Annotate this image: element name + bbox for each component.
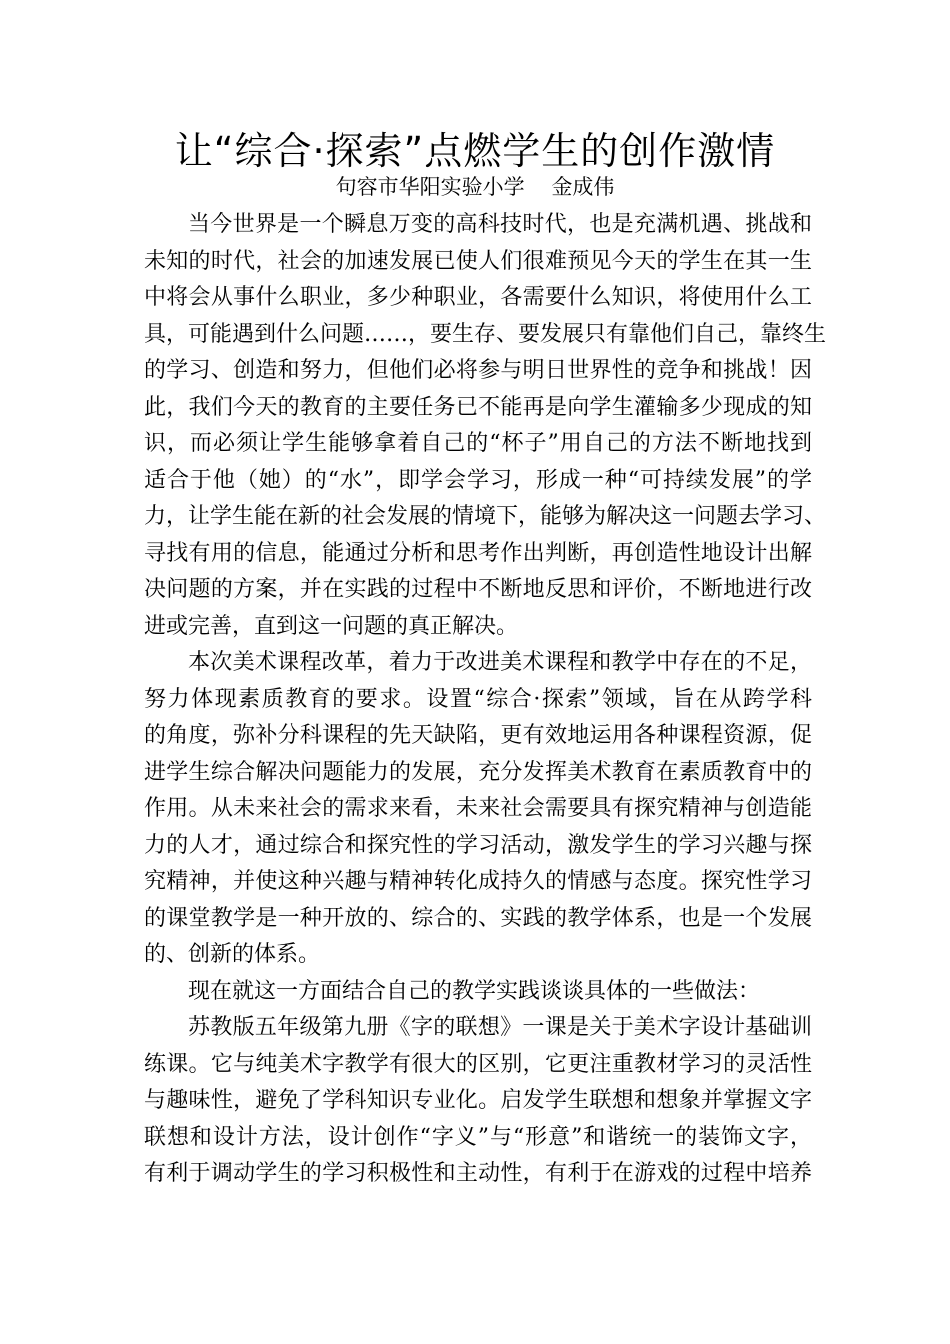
- text-line: 寻找有用的信息，能通过分析和思考作出判断，再创造性地设计出解: [144, 540, 812, 566]
- text-line: 具，可能遇到什么问题……，要生存、要发展只有靠他们自己，靠终生: [144, 321, 827, 347]
- text-line: 进或完善，直到这一问题的真正解决。: [144, 613, 519, 639]
- text-line: 现在就这一方面结合自己的教学实践谈谈具体的一些做法：: [188, 978, 761, 1004]
- text-line: 有利于调动学生的学习积极性和主动性，有利于在游戏的过程中培养: [144, 1161, 812, 1186]
- text-line: 未知的时代，社会的加速发展已使人们很难预见今天的学生在其一生: [144, 248, 812, 274]
- text-line: 适合于他（她）的“水”，即学会学习，形成一种“可持续发展”的学: [144, 467, 812, 493]
- text-line: 的学习、创造和努力，但他们必将参与明日世界性的竞争和挑战！因: [144, 358, 812, 383]
- paragraph-4: [144, 1010, 812, 1193]
- text-line: 努力体现素质教育的要求。设置“综合·探索”领域，旨在从跨学科: [144, 686, 812, 712]
- text-line: 决问题的方案，并在实践的过程中不断地反思和评价，不断地进行改: [144, 577, 812, 602]
- text-line: 力的人才，通过综合和探究性的学习活动，激发学生的学习兴趣与探: [144, 832, 812, 858]
- page-title: 让“综合·探索”点燃学生的创作激情: [174, 129, 776, 173]
- text-line: 联想和设计方法，设计创作“字义”与“形意”和谐统一的装饰文字，: [144, 1124, 812, 1150]
- paragraph-1: [144, 207, 827, 645]
- text-line: 的、创新的体系。: [144, 942, 321, 967]
- text-line: 苏教版五年级第九册《字的联想》一课是关于美术字设计基础训: [188, 1015, 812, 1040]
- text-line: 识，而必须让学生能够拿着自己的“杯子”用自己的方法不断地找到: [144, 431, 812, 456]
- text-line: 与趣味性，避免了学科知识专业化。启发学生联想和想象并掌握文字: [144, 1088, 812, 1113]
- text-line: 的角度，弥补分科课程的先天缺陷，更有效地运用各种课程资源，促: [144, 723, 812, 748]
- text-line: 当今世界是一个瞬息万变的高科技时代，也是充满机遇、挑战和: [188, 212, 812, 237]
- paragraph-3: [144, 974, 812, 1011]
- paragraph-2: [144, 645, 812, 974]
- text-line: 此，我们今天的教育的主要任务已不能再是向学生灌输多少现成的知: [144, 394, 812, 420]
- text-line: 作用。从未来社会的需求来看，未来社会需要具有探究精神与创造能: [144, 796, 812, 821]
- text-line: 的课堂教学是一种开放的、综合的、实践的教学体系，也是一个发展: [144, 905, 812, 931]
- text-line: 进学生综合解决问题能力的发展，充分发挥美术教育在素质教育中的: [144, 759, 812, 785]
- text-line: 力，让学生能在新的社会发展的情境下，能够为解决这一问题去学习、: [144, 504, 827, 529]
- text-line: 本次美术课程改革，着力于改进美术课程和教学中存在的不足，: [188, 650, 812, 675]
- document-body: [144, 207, 827, 1193]
- text-line: 中将会从事什么职业，多少种职业，各需要什么知识，将使用什么工: [144, 285, 812, 310]
- author-line: 句容市华阳实验小学 金成伟: [335, 175, 615, 199]
- text-line: 练课。它与纯美术字教学有很大的区别，它更注重教材学习的灵活性: [144, 1051, 812, 1077]
- text-line: 究精神，并使这种兴趣与精神转化成持久的情感与态度。探究性学习: [144, 869, 812, 894]
